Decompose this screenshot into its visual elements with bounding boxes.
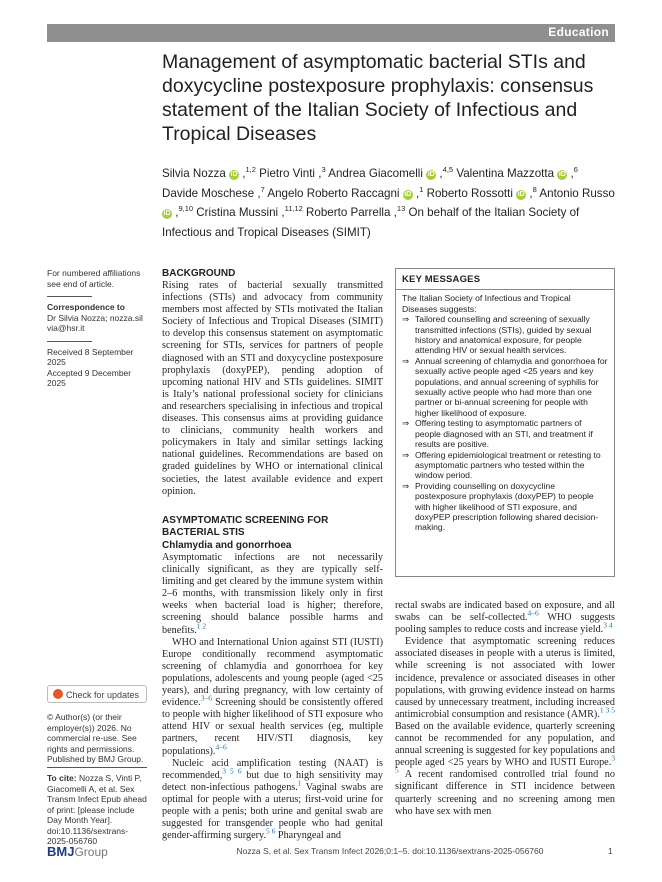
author-name: Silvia Nozza [162,167,226,180]
affiliation-number: 7 [260,184,265,194]
key-message-item: ⇒ Offering epidemiological treatment or retesting to asymptomatic partners who tested within the window period. [402,449,601,481]
affiliation-number: 1,2 [245,165,256,175]
affiliation-number: 4,5 [442,165,454,175]
key-message-item: ⇒ Annual screening of chlamydia and gonorrhoea for sexually active people aged <25 years and key populations, and annual screening of syphilis for sexually active people who had more than one partner or bi-annual screening for people with higher likelihood of exposure. [402,355,608,418]
reference-link[interactable]: 4–6 [527,608,539,618]
arrow-icon: ⇒ [402,480,410,491]
check-updates-label: Check for updates [66,690,140,700]
section-label: Education [548,25,609,39]
col2-paragraph-1: rectal swabs are indicated based on exposure, and all swabs can be self-collected.$^{4-6}$ WHO suggests pooling samples to reduce costs and increase yield.$^{3 4}$ [395,600,615,636]
screening-heading: ASYMPTOMATIC SCREENING FOR BACTERIAL STIS [162,515,329,538]
reference-link[interactable]: 1 [297,778,302,788]
affiliation-number: 11,12 [284,204,303,214]
reference-link[interactable]: 3–6 [200,693,212,703]
key-messages-box [395,268,615,577]
right-column-text [395,600,615,818]
affiliation-number: 3 [321,165,326,175]
screening-paragraph-3: Nucleic acid amplification testing (NAAT) is recommended,$^{3 5 6}$ but due to high sensitivity may detect non-infectious pathogens.$^1$ Vaginal swabs are optimal for people with a uterus; first-void urine for people with a penis; both urine and genital swab are suggested for transgender people who had genital gender-affirming surgery.$^{5 6}$ Pharyngeal and [162,757,384,842]
page-number: 1 [608,846,613,856]
orcid-icon[interactable]: iD [517,190,525,198]
bmj-group-logo: BMJGroup [47,844,108,859]
arrow-icon: ⇒ [402,314,410,325]
reference-link[interactable]: 4–6 [215,742,227,752]
affiliation-number: 9,10 [178,204,194,214]
reference-link[interactable]: 1 2 [196,621,207,631]
screening-paragraph-1: Asymptomatic infections are not necessarily clinically significant, as they are typically self-limiting and get cleared by the immune system within 2–6 months, with transmission likely only in first weeks when bacterial load is higher; therefore, screening should balance possible harms and benefits.$^{1 2}$ [162,552,383,636]
affiliation-number: 8 [532,184,537,194]
cite-heading: To cite: [47,773,77,783]
reference-link[interactable]: 3 4 [603,620,613,630]
arrow-icon: ⇒ [402,449,410,460]
arrow-icon: ⇒ [402,418,410,429]
chlamydia-subheading: Chlamydia and gonorrhoea [162,540,292,551]
received-date: Received 8 September 2025 [47,346,134,367]
accepted-date: Accepted 9 December 2025 [47,367,132,388]
copyright-notice: © Author(s) (or their employer(s)) 2026. No commercial re-use. See rights and permissions. Published by BMJ Group. [47,712,144,764]
background-section [162,268,383,498]
affiliation-number: 13 [396,204,406,214]
key-messages-heading: KEY MESSAGES [402,274,481,285]
article-title: Management of asymptomatic bacterial STIs and doxycycline postexposure prophylaxis: consensus statement of the Italian Society of Infectious and Tropical Diseases [162,51,594,145]
author-name: Roberto Parrella [306,206,391,219]
key-message-item: ⇒ Offering testing to asymptomatic partners of people diagnosed with an STI, and treatment if results are positive. [402,418,593,450]
cite-text: Nozza S, Vinti P, Giacomelli A, et al. Sex Transm Infect Epub ahead of print: [please include Day Month Year]. doi:10.1136/sextrans-2025-056760 [47,773,147,846]
col2-paragraph-2: Evidence that asymptomatic screening reduces associated diseases in people with a uterus is limited, while screening is not associated with lower incidence, prevalence or associated diseases in other populations, with growing evidence instead on harms caused by unnecessary treatment, including increased antimicrobial consumption and resistance (AMR).$^{1 3 5}$ Based on the available evidence, quarterly screening cannot be recommended for any population, and annual screening is suggested for key populations and people aged <25 years by WHO and IUSTI Europe.$^{3 5}$ A recent randomised controlled trial found no significant difference in STI incidence between quarterly screening and no screening among men who have sex with men [395,636,615,817]
author-name: Andrea Giacomelli [328,167,423,180]
author-name: Angelo Roberto Raccagni [267,186,400,200]
crossmark-icon [53,689,63,699]
orcid-icon[interactable]: iD [230,171,238,178]
author-name: Cristina Mussini [196,206,279,219]
background-heading: BACKGROUND [162,268,236,279]
footer-citation: Nozza S, et al. Sex Transm Infect 2026;0:1–5. doi:10.1136/sextrans-2025-056760 [236,846,544,856]
orcid-icon[interactable]: iD [558,171,566,178]
author-name: Davide Moschese [162,186,255,200]
background-text: Rising rates of bacterial sexually transmitted infections (STIs) and advocacy from community members most affected by STIs motivated the Italian Society of Infectious and Tropical Diseases (SIMIT) to develop this consensus statement on asymptomatic screening for STIs, services for partners of people diagnosed with an STI and doxycycline postexposure prophylaxis (doxyPEP), pending adoption of upcoming national HIV and STIs guidelines. SIMIT is Italy’s national professional society for clinicians and researchers specialising in infectious and tropical diseases. This consensus aims at providing guidance to clinicians, community health workers and policymakers in Italy and similar settings lacking national guidelines. Recommendations are based on graded guidelines by WHO or international clinical societies, the latest available evidence and expert opinion. [162,280,383,497]
key-message-item: ⇒ Providing counselling on doxycycline postexposure prophylaxis (doxyPEP) to people with higher likelihood of STI exposure, and doxyPEP prescription following shared decision-making. [402,480,599,533]
section-bar [47,24,615,42]
arrow-icon: ⇒ [402,355,410,366]
affiliation-number: 1 [419,184,424,194]
reference-link[interactable]: 3 5 6 [222,766,242,776]
reference-link[interactable]: 5 6 [266,826,276,836]
reference-link[interactable]: 1 3 5 [599,705,615,715]
author-group: On behalf of the Italian Society of Infectious and Tropical Diseases (SIMIT) [162,206,580,239]
sidebar-info [47,268,145,389]
correspondence-heading: Correspondence to [47,302,125,312]
cite-block [47,767,147,847]
orcid-icon[interactable]: iD [427,171,435,178]
author-name: Roberto Rossotti [426,186,513,200]
affiliation-number: 6 [573,165,578,175]
orcid-icon[interactable]: iD [163,210,171,217]
author-list: Silvia Nozza iD ,$^{1,2}$ Pietro Vinti ,$^3$ Andrea Giacomelli iD ,$^{4,5}$ Valentina Mazzotta iD ,$^6$ Davide Moschese ,$^7$ Angelo Roberto Raccagni iD ,$^1$ Roberto Rossotti iD ,$^8$ Antonio Russo iD ,$^{9,10}$ Cristina Mussini ,$^{11,12}$ Roberto Parrella ,$^{13}$ On behalf of the Italian Society of Infectious and Tropical Diseases (SIMIT) [162,165,615,239]
author-name: Antonio Russo [539,186,615,200]
screening-paragraph-2: WHO and International Union against STI (IUSTI) Europe conditionally recommend asymptomatic screening of chlamydia and gonorrhoea for key populations, adolescents and young people (aged <25 years), and during pregnancy, with low certainty of evidence.$^{3-6}$ Screening should be consistently offered to people with higher likelihood of STI exposure who attend HIV or sexual health services (eg, multiple partners, recent HIV/STI diagnosis, key populations).$^{4-6}$ [162,636,383,757]
reference-link[interactable]: 3 5 [395,753,615,775]
author-name: Pietro Vinti [259,167,316,180]
check-updates-button[interactable] [47,685,147,703]
author-name: Valentina Mazzotta [456,167,555,180]
key-message-item: ⇒ Tailored counselling and screening of sexually transmitted infections (STIs), guided by sexual history and anatomical exposure, for people attending HIV or sexual health services. [402,314,592,356]
key-messages-list [402,314,608,533]
correspondence-text: Dr Silvia Nozza; nozza.silvia@hsr.it [47,312,143,333]
key-messages-intro: The Italian Society of Infectious and Tropical Diseases suggests: [402,293,571,314]
screening-section [162,515,383,842]
orcid-icon[interactable]: iD [404,190,412,198]
affiliations-note: For numbered affiliations see end of article. [47,268,141,289]
